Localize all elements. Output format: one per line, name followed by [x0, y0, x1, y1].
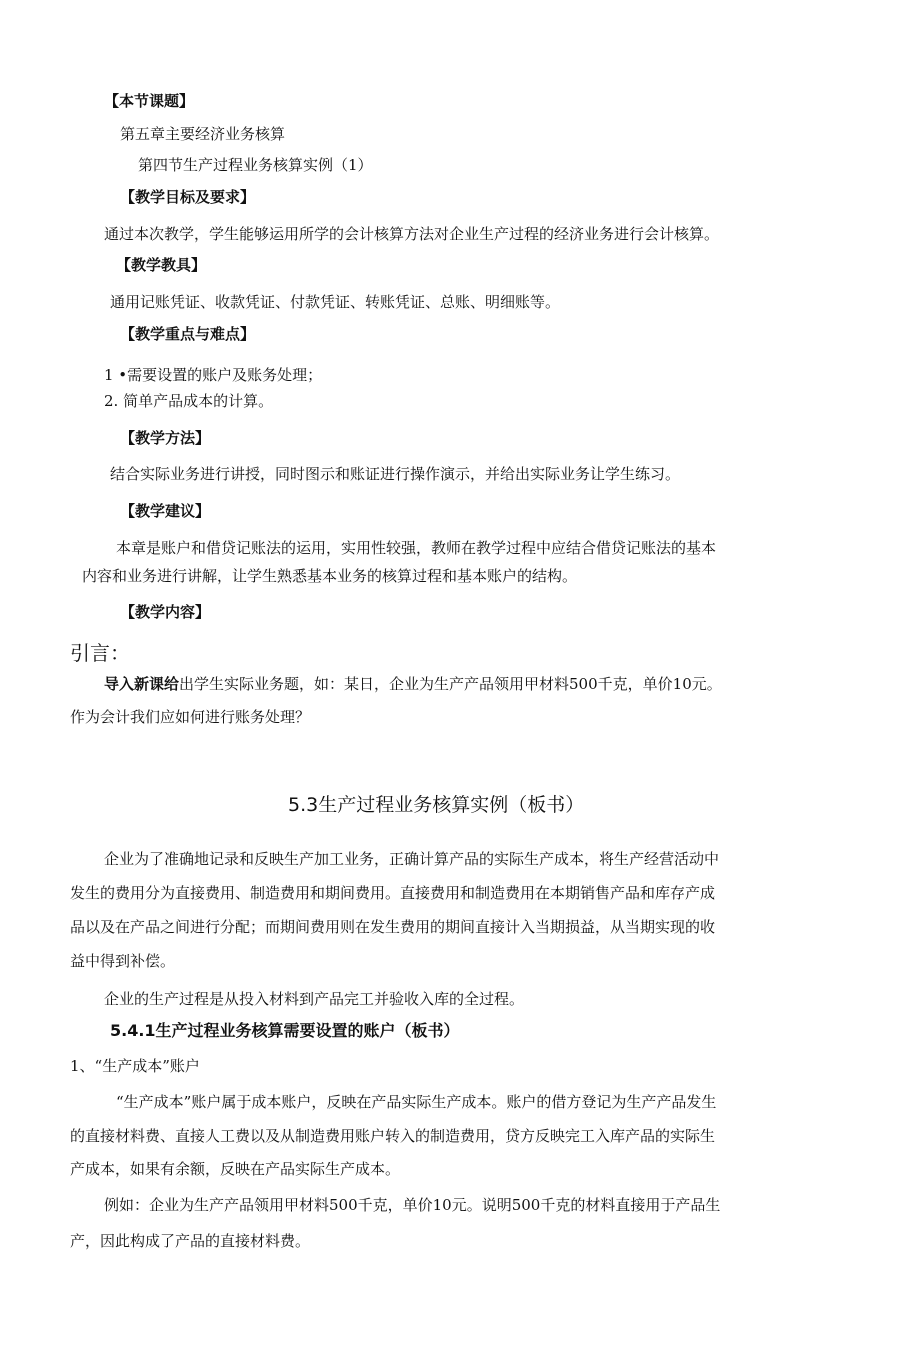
- section-541-para-line-1: “生产成本”账户属于成本账户，反映在产品实际生产成本。账户的借方登记为生产产品发生: [116, 1093, 717, 1111]
- key-point-item-2: 2. 简单产品成本的计算。: [104, 392, 274, 410]
- intro-heading: 引言：: [70, 641, 130, 665]
- methods-text: 结合实际业务进行讲授，同时图示和账证进行操作演示，并给出实际业务让学生练习。: [110, 465, 681, 483]
- key-points-heading: 【教学重点与难点】: [120, 325, 256, 343]
- methods-heading: 【教学方法】: [120, 429, 211, 447]
- section-541-example-line-2: 产，因此构成了产品的直接材料费。: [70, 1232, 311, 1250]
- tools-text: 通用记账凭证、收款凭证、付款凭证、转账凭证、总账、明细账等。: [110, 293, 561, 311]
- suggestions-line-2: 内容和业务进行讲解，让学生熟悉基本业务的核算过程和基本账户的结构。: [82, 567, 578, 585]
- content-heading: 【教学内容】: [120, 603, 211, 621]
- key-point-item-1: 1 •需要设置的账户及账务处理；: [104, 366, 323, 384]
- section-541-para-line-3: 产成本，如果有余额，反映在产品实际生产成本。: [70, 1160, 401, 1178]
- section-53-title: 5.3生产过程业务核算实例（板书）: [288, 794, 585, 816]
- section-53-para1-line-4: 益中得到补偿。: [70, 952, 176, 970]
- section-53-para1-line-3: 品以及在产品之间进行分配；而期间费用则在发生费用的期间直接计入当期损益，从当期实现的收: [70, 918, 716, 936]
- section-53-para1-line-2: 发生的费用分为直接费用、制造费用和期间费用。直接费用和制造费用在本期销售产品和库存产成: [70, 884, 716, 902]
- suggestions-heading: 【教学建议】: [120, 502, 211, 520]
- section-541-example-line-1: 例如：企业为生产产品领用甲材料500千克，单价10元。说明500千克的材料直接用于产品生: [104, 1196, 721, 1214]
- chapter-title: 第五章主要经济业务核算: [120, 125, 286, 143]
- tools-heading: 【教学教具】: [116, 256, 207, 274]
- section-541-para-line-2: 的直接材料费、直接人工费以及从制造费用账户转入的制造费用，贷方反映完工入库产品的实际生: [70, 1127, 716, 1145]
- section-53-para1-line-1: 企业为了准确地记录和反映生产加工业务，正确计算产品的实际生产成本，将生产经营活动中: [104, 850, 720, 868]
- section-541-item1-title: 1、“生产成本”账户: [70, 1057, 200, 1075]
- objectives-heading: 【教学目标及要求】: [120, 188, 256, 206]
- intro-lead-bold: 导入新课给: [104, 675, 180, 693]
- section-title: 第四节生产过程业务核算实例（1）: [138, 156, 373, 174]
- intro-line-1-rest: 出学生实际业务题，如：某日，企业为生产产品领用甲材料500千克，单价10元。: [179, 675, 722, 693]
- suggestions-line-1: 本章是账户和借贷记账法的运用，实用性较强，教师在教学过程中应结合借贷记账法的基本: [116, 539, 717, 557]
- section-53-para2: 企业的生产过程是从投入材料到产品完工并验收入库的全过程。: [104, 990, 525, 1008]
- section-541-title: 5.4.1生产过程业务核算需要设置的账户（板书）: [110, 1021, 460, 1040]
- intro-line-1: [104, 674, 722, 694]
- intro-line-2: 作为会计我们应如何进行账务处理？: [70, 708, 311, 726]
- topic-heading: 【本节课题】: [104, 92, 195, 110]
- objectives-text: 通过本次教学，学生能够运用所学的会计核算方法对企业生产过程的经济业务进行会计核算。: [104, 225, 720, 243]
